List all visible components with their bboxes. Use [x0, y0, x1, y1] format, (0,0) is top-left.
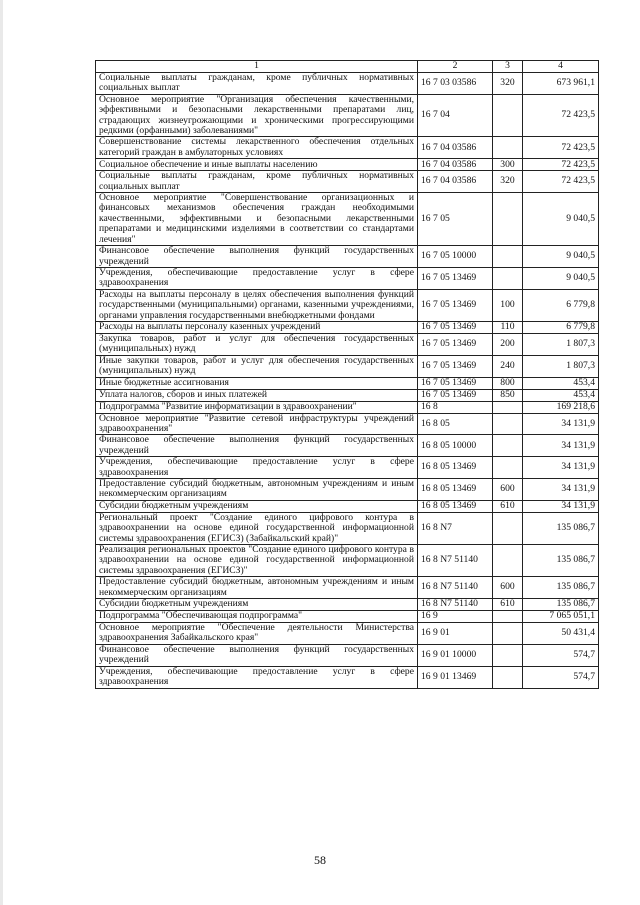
table-row: [96, 321, 599, 333]
row-expense-type-cell: [493, 644, 523, 666]
table-row: [96, 401, 599, 413]
row-expense-type-cell: 110: [493, 321, 523, 333]
row-amount-cell: 9 040,5: [523, 193, 599, 246]
row-code-cell: 16 8 N7 51140: [418, 577, 493, 599]
table-row: [96, 457, 599, 479]
row-code-cell: 16 7 05 13469: [418, 377, 493, 389]
row-expense-type-cell: 600: [493, 577, 523, 599]
row-amount-cell: 6 779,8: [523, 289, 599, 321]
row-expense-type-cell: [493, 545, 523, 577]
row-amount-cell: 673 961,1: [523, 73, 599, 95]
row-code-cell: 16 8: [418, 401, 493, 413]
row-amount-cell: 1 807,3: [523, 333, 599, 355]
table-row: [96, 289, 599, 321]
row-amount-cell: 72 423,5: [523, 159, 599, 171]
row-code-cell: 16 7 04: [418, 94, 493, 137]
row-expense-type-cell: [493, 512, 523, 544]
row-name-cell: Реализация региональных проектов "Создание единого цифрового контура в здравоохранении на основе единой государственной информационной системы здравоохранения (ЕГИСЗ)": [96, 545, 418, 577]
row-code-cell: 16 8 05 10000: [418, 435, 493, 457]
table-row: [96, 267, 599, 289]
row-amount-cell: 9 040,5: [523, 267, 599, 289]
table-row: [96, 623, 599, 645]
row-amount-cell: 50 431,4: [523, 623, 599, 645]
row-name-cell: Закупка товаров, работ и услуг для обеспечения государственных (муниципальных) нужд: [96, 333, 418, 355]
row-amount-cell: 72 423,5: [523, 171, 599, 193]
row-expense-type-cell: 320: [493, 171, 523, 193]
row-name-cell: Основное мероприятие "Обеспечение деятельности Министерства здравоохранения Забайкальского края": [96, 623, 418, 645]
row-name-cell: Учреждения, обеспечивающие предоставление услуг в сфере здравоохранения: [96, 457, 418, 479]
header-col-4: 4: [523, 61, 599, 73]
table-row: [96, 413, 599, 435]
row-code-cell: 16 7 05 13469: [418, 321, 493, 333]
row-code-cell: 16 9 01: [418, 623, 493, 645]
row-name-cell: Учреждения, обеспечивающие предоставление услуг в сфере здравоохранения: [96, 666, 418, 688]
row-code-cell: 16 8 05 13469: [418, 457, 493, 479]
row-amount-cell: 34 131,9: [523, 500, 599, 512]
row-name-cell: Подпрограмма "Обеспечивающая подпрограмма": [96, 611, 418, 623]
row-expense-type-cell: [493, 413, 523, 435]
row-amount-cell: 1 807,3: [523, 355, 599, 377]
row-expense-type-cell: 240: [493, 355, 523, 377]
row-amount-cell: 135 086,7: [523, 545, 599, 577]
row-name-cell: Финансовое обеспечение выполнения функций государственных учреждений: [96, 435, 418, 457]
row-name-cell: Совершенствование системы лекарственного обеспечения отдельных категорий граждан в амбулаторных условиях: [96, 137, 418, 159]
row-amount-cell: 7 065 051,1: [523, 611, 599, 623]
row-code-cell: 16 8 05 13469: [418, 500, 493, 512]
row-name-cell: Региональный проект "Создание единого цифрового контура в здравоохранении на основе единой государственной информационной системы здравоохранения (ЕГИСЗ) (Забайкальский край)": [96, 512, 418, 544]
row-expense-type-cell: 300: [493, 159, 523, 171]
row-name-cell: Предоставление субсидий бюджетным, автономным учреждениям и иным некоммерческим организациям: [96, 577, 418, 599]
row-amount-cell: 72 423,5: [523, 137, 599, 159]
row-code-cell: 16 7 05 13469: [418, 389, 493, 401]
row-name-cell: Предоставление субсидий бюджетным, автономным учреждениям и иным некоммерческим организациям: [96, 479, 418, 501]
row-amount-cell: 34 131,9: [523, 413, 599, 435]
table-row: [96, 512, 599, 544]
row-expense-type-cell: [493, 267, 523, 289]
page-edge: [0, 0, 3, 905]
row-amount-cell: 34 131,9: [523, 457, 599, 479]
row-amount-cell: 9 040,5: [523, 246, 599, 268]
row-code-cell: 16 7 05 13469: [418, 355, 493, 377]
table-row: [96, 599, 599, 611]
table-row: [96, 333, 599, 355]
row-code-cell: 16 8 05 13469: [418, 479, 493, 501]
table-body: [96, 73, 599, 689]
table-row: [96, 171, 599, 193]
row-code-cell: 16 9 01 13469: [418, 666, 493, 688]
table-row: [96, 479, 599, 501]
row-name-cell: Социальные выплаты гражданам, кроме публичных нормативных социальных выплат: [96, 171, 418, 193]
row-expense-type-cell: 610: [493, 599, 523, 611]
header-col-2: 2: [418, 61, 493, 73]
row-name-cell: Социальное обеспечение и иные выплаты населению: [96, 159, 418, 171]
row-amount-cell: 574,7: [523, 644, 599, 666]
row-expense-type-cell: [493, 137, 523, 159]
table-row: [96, 389, 599, 401]
row-code-cell: 16 7 05 13469: [418, 289, 493, 321]
row-expense-type-cell: 600: [493, 479, 523, 501]
row-name-cell: Расходы на выплаты персоналу казенных учреждений: [96, 321, 418, 333]
row-name-cell: Социальные выплаты гражданам, кроме публичных нормативных социальных выплат: [96, 73, 418, 95]
row-expense-type-cell: [493, 611, 523, 623]
row-amount-cell: 6 779,8: [523, 321, 599, 333]
table-row: [96, 577, 599, 599]
table-row: [96, 94, 599, 137]
row-amount-cell: 135 086,7: [523, 599, 599, 611]
row-amount-cell: 34 131,9: [523, 479, 599, 501]
row-amount-cell: 135 086,7: [523, 512, 599, 544]
row-expense-type-cell: 320: [493, 73, 523, 95]
row-name-cell: Основное мероприятие "Организация обеспечения качественными, эффективными и безопасными лекарственными препаратами лиц, страдающих жизнеугрожающими и хроническими прогрессирующими редкими (орфанными) заболеваниями": [96, 94, 418, 137]
row-expense-type-cell: 100: [493, 289, 523, 321]
row-code-cell: 16 8 05: [418, 413, 493, 435]
row-expense-type-cell: [493, 94, 523, 137]
table-row: [96, 137, 599, 159]
row-code-cell: 16 7 05 10000: [418, 246, 493, 268]
table-row: [96, 193, 599, 246]
row-amount-cell: 169 218,6: [523, 401, 599, 413]
row-code-cell: 16 7 04 03586: [418, 171, 493, 193]
row-code-cell: 16 9 01 10000: [418, 644, 493, 666]
row-amount-cell: 453,4: [523, 377, 599, 389]
row-expense-type-cell: [493, 435, 523, 457]
table-row: [96, 666, 599, 688]
row-name-cell: Финансовое обеспечение выполнения функций государственных учреждений: [96, 246, 418, 268]
row-amount-cell: 574,7: [523, 666, 599, 688]
page-number: 58: [314, 853, 326, 867]
row-code-cell: 16 8 N7: [418, 512, 493, 544]
row-expense-type-cell: [493, 457, 523, 479]
row-amount-cell: 34 131,9: [523, 435, 599, 457]
row-name-cell: Расходы на выплаты персоналу в целях обеспечения выполнения функций государственными (муниципальными) органами, казенными учреждениями, органами управления государственными внебюджетными фондами: [96, 289, 418, 321]
row-code-cell: 16 8 N7 51140: [418, 545, 493, 577]
row-code-cell: 16 9: [418, 611, 493, 623]
header-col-1: 1: [96, 61, 418, 73]
row-code-cell: 16 7 05 13469: [418, 333, 493, 355]
row-code-cell: 16 7 03 03586: [418, 73, 493, 95]
table-header-row: [96, 61, 599, 73]
row-name-cell: Основное мероприятие "Развитие сетевой инфраструктуры учреждений здравоохранения": [96, 413, 418, 435]
row-code-cell: 16 7 05 13469: [418, 267, 493, 289]
row-name-cell: Подпрограмма "Развитие информатизации в здравоохранении": [96, 401, 418, 413]
row-expense-type-cell: [493, 666, 523, 688]
row-name-cell: Основное мероприятие "Совершенствование организационных и финансовых механизмов обеспечения граждан необходимыми качественными, эффективными и безопасными лекарственными препаратами и медицинскими изделиями в соответствии со стандартами лечения": [96, 193, 418, 246]
row-name-cell: Субсидии бюджетным учреждениям: [96, 599, 418, 611]
table-row: [96, 500, 599, 512]
row-expense-type-cell: [493, 246, 523, 268]
row-code-cell: 16 7 04 03586: [418, 137, 493, 159]
row-code-cell: 16 8 N7 51140: [418, 599, 493, 611]
row-expense-type-cell: 800: [493, 377, 523, 389]
table-row: [96, 73, 599, 95]
table-row: [96, 159, 599, 171]
table-row: [96, 644, 599, 666]
row-expense-type-cell: 850: [493, 389, 523, 401]
row-amount-cell: 135 086,7: [523, 577, 599, 599]
row-expense-type-cell: 200: [493, 333, 523, 355]
row-name-cell: Иные бюджетные ассигнования: [96, 377, 418, 389]
row-name-cell: Уплата налогов, сборов и иных платежей: [96, 389, 418, 401]
table-row: [96, 611, 599, 623]
table-row: [96, 246, 599, 268]
row-name-cell: Финансовое обеспечение выполнения функций государственных учреждений: [96, 644, 418, 666]
row-code-cell: 16 7 04 03586: [418, 159, 493, 171]
row-amount-cell: 453,4: [523, 389, 599, 401]
row-expense-type-cell: [493, 623, 523, 645]
row-code-cell: 16 7 05: [418, 193, 493, 246]
row-name-cell: Учреждения, обеспечивающие предоставление услуг в сфере здравоохранения: [96, 267, 418, 289]
header-col-3: 3: [493, 61, 523, 73]
table-row: [96, 545, 599, 577]
table-row: [96, 355, 599, 377]
row-name-cell: Субсидии бюджетным учреждениям: [96, 500, 418, 512]
row-name-cell: Иные закупки товаров, работ и услуг для обеспечения государственных (муниципальных) нужд: [96, 355, 418, 377]
table-row: [96, 435, 599, 457]
row-expense-type-cell: [493, 193, 523, 246]
row-expense-type-cell: 610: [493, 500, 523, 512]
budget-table: [95, 60, 599, 689]
table-row: [96, 377, 599, 389]
row-expense-type-cell: [493, 401, 523, 413]
row-amount-cell: 72 423,5: [523, 94, 599, 137]
